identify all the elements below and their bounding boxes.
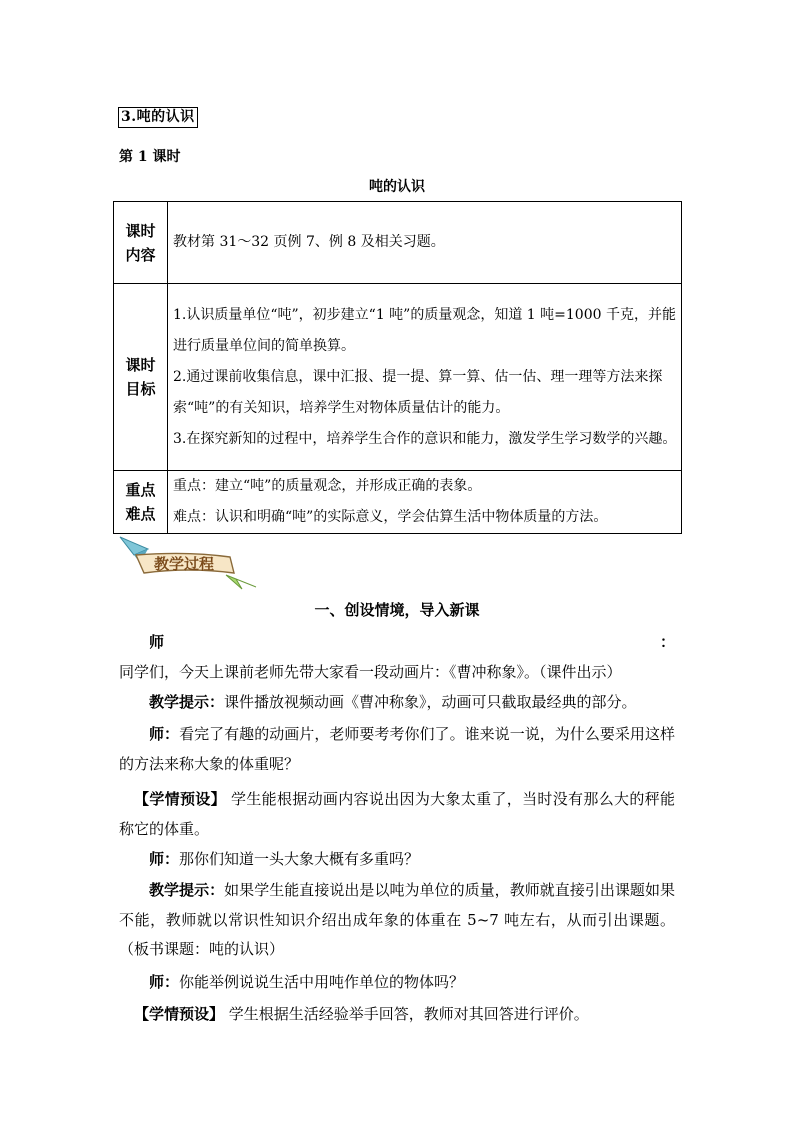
paragraph <box>119 720 675 779</box>
goal-item: 3.在探究新知的过程中，培养学生合作的意识和能力，激发学生学习数学的兴趣。 <box>173 430 677 447</box>
speaker-label: 师： <box>149 850 180 868</box>
paragraph-text: 如果学生能直接说出是以吨为单位的质量，教师就直接引出课题如果不能，教师就以常识性知识介绍出成年象的体重在 5~7 吨左右，从而引出课题。（板书课题：吨的认识） <box>119 881 675 958</box>
table-row <box>114 471 682 534</box>
paragraph-text: 看完了有趣的动画片，老师要考考你们了。谁来说一说，为什么要采用这样的方法来称大象的体重呢？ <box>119 725 675 773</box>
goals-head: 课时 目标 <box>114 284 168 471</box>
table-row <box>114 284 682 471</box>
paragraph-text: 你能举例说说生活中用吨作单位的物体吗？ <box>179 973 465 991</box>
teaching-process-banner <box>118 535 258 591</box>
paragraph-text: 同学们，今天上课前老师先带大家看一段动画片：《曹冲称象》。（课件出示） <box>119 662 622 681</box>
speaker-label: 【学情预设】 <box>134 790 226 808</box>
paragraph-text: 课件播放视频动画《曹冲称象》，动画可只截取最经典的部分。 <box>224 693 637 711</box>
paragraph <box>119 628 675 687</box>
content-head: 课时 内容 <box>114 202 168 284</box>
speaker-label: 师： <box>149 725 180 743</box>
goal-item: 1.认识质量单位“吨”，初步建立“1 吨”的质量观念，知道 1 吨=1000 千克，并能进行质量单位间的简单换算。 <box>173 306 676 354</box>
paragraph <box>119 845 675 875</box>
banner-graphic <box>118 535 258 591</box>
speaker-label: 教学提示： <box>149 693 225 711</box>
section-heading: 一、创设情境，导入新课 <box>314 601 480 619</box>
content-text: 教材第 31～32 页例 7、例 8 及相关习题。 <box>173 234 445 250</box>
speaker-label: 教学提示： <box>149 881 225 899</box>
key-head: 重点 难点 <box>114 471 168 534</box>
paragraph-text: 学生能根据动画内容说出因为大象太重了，当时没有那么大的秤能称它的体重。 <box>119 790 675 838</box>
topic-title: 吨的认识 <box>369 179 425 195</box>
paragraph <box>119 876 675 965</box>
speaker-label: 【学情预设】 <box>134 1005 225 1023</box>
key-cell <box>168 471 682 534</box>
speaker-label: 师： <box>149 973 180 991</box>
paragraph <box>119 968 675 998</box>
paragraph <box>119 688 675 718</box>
paragraph <box>119 1000 675 1030</box>
key-point: 重点：建立“吨”的质量观念，并形成正确的表象。 <box>173 478 482 494</box>
content-cell <box>168 202 682 284</box>
paragraph <box>119 785 675 844</box>
speaker-label: 师： <box>149 633 675 651</box>
lesson-title: 3.吨的认识 <box>118 107 198 128</box>
period-label: 第 1 课时 <box>119 149 181 165</box>
goal-item: 2.通过课前收集信息，课中汇报、提一提、算一算、估一估、理一理等方法来探索“吨”的有关知识，培养学生对物体质量估计的能力。 <box>173 368 663 416</box>
difficult-point: 难点：认识和明确“吨”的实际意义，学会估算生活中物体质量的方法。 <box>173 509 608 525</box>
banner-text: 教学过程 <box>153 555 215 573</box>
goals-cell <box>168 284 682 471</box>
lesson-plan-table <box>113 201 682 534</box>
paragraph-text: 学生根据生活经验举手回答，教师对其回答进行评价。 <box>224 1005 589 1023</box>
paragraph-text: 那你们知道一头大象大概有多重吗？ <box>179 850 420 868</box>
table-row <box>114 202 682 284</box>
paper-plane-icon <box>226 575 256 589</box>
